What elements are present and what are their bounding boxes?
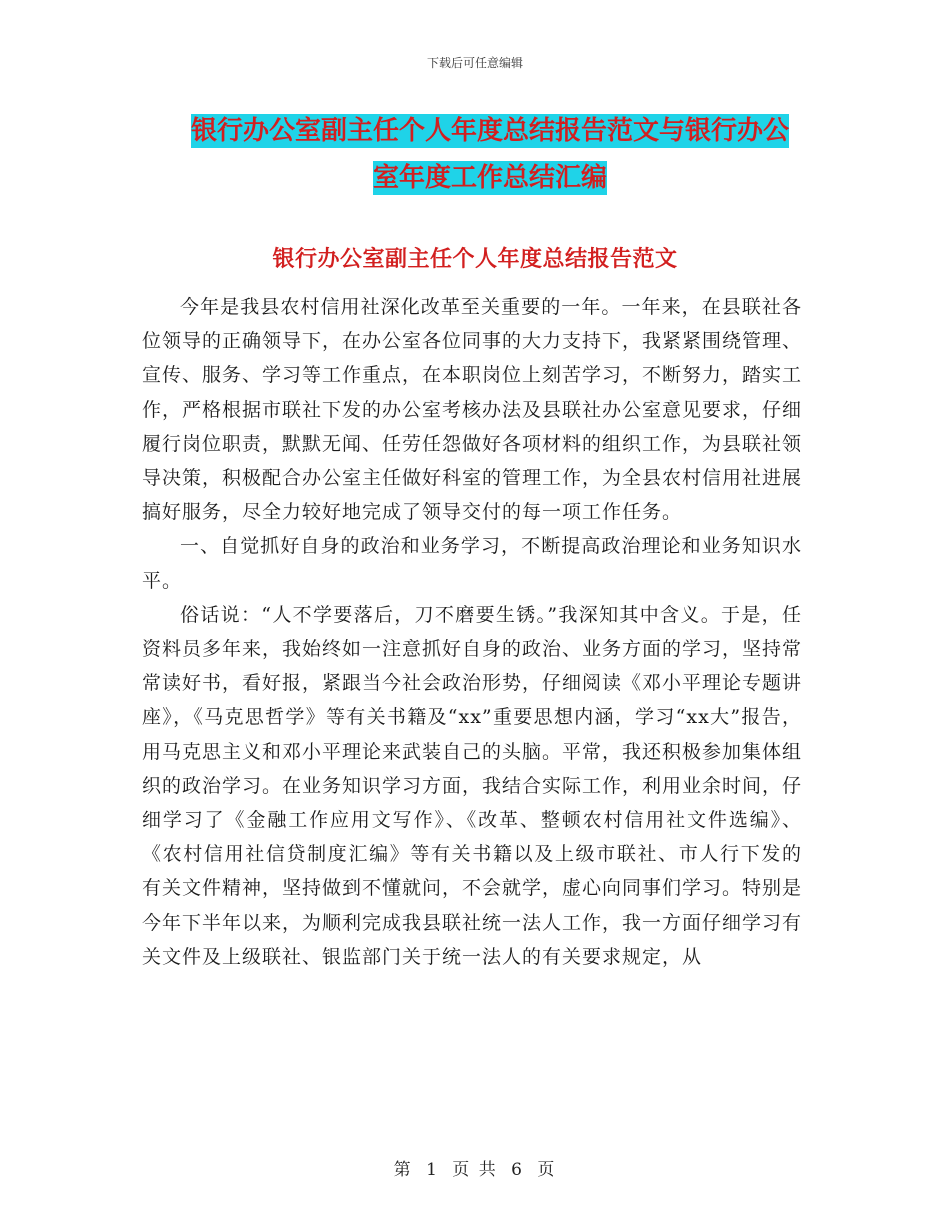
title-line-1: 银行办公室副主任个人年度总结报告范文与银行办公 xyxy=(190,116,789,146)
page-footer xyxy=(0,1155,950,1180)
footer-suffix: 页 xyxy=(537,1160,557,1180)
body-text xyxy=(142,290,802,974)
paragraph: 今年是我县农村信用社深化改革至关重要的一年。一年来，在县联社各位领导的正确领导下，在办公室各位同事的大力支持下，我紧紧围绕管理、宣传、服务、学习等工作重点，在本职岗位上刻苦学习，不断努力，踏实工作，严格根据市联社下发的办公室考核办法及县联社办公室意见要求，仔细履行岗位职责，默默无闻、任劳任怨做好各项材料的组织工作，为县联社领导决策，积极配合办公室主任做好科室的管理工作，为全县农村信用社进展搞好服务，尽全力较好地完成了领导交付的每一项工作任务。 xyxy=(142,296,803,524)
section-title: 银行办公室副主任个人年度总结报告范文 xyxy=(272,247,678,272)
footer-prefix: 第 xyxy=(393,1160,413,1180)
paragraph: 俗话说：“人不学要落后，刀不磨要生锈。”我深知其中含义。于是，任资料员多年来，我始终如一注意抓好自身的政治、业务方面的学习，坚持常常读好书，看好报，紧跟当今社会政治形势，仔细阅读《邓小平理论专题讲座》，《马克思哲学》等有关书籍及“xx”重要思想内涵，学习“xx大”报告，用马克思主义和邓小平理论来武装自己的头脑。平常，我还积极参加集体组织的政治学习。在业务知识学习方面，我结合实际工作，利用业余时间，仔细学习了《金融工作应用文写作》、《改革、整顿农村信用社文件选编》、《农村信用社信贷制度汇编》等有关书籍以及上级市联社、市人行下发的有关文件精神，坚持做到不懂就问，不会就学，虚心向同事们学习。特别是今年下半年以来，为顺利完成我县联社统一法人工作，我一方面仔细学习有关文件及上级联社、银监部门关于统一法人的有关要求规定，从 xyxy=(142,603,803,968)
paragraph: 一、自觉抓好自身的政治和业务学习，不断提高政治理论和业务知识水平。 xyxy=(142,535,802,592)
header-note: 下载后可任意编辑 xyxy=(426,56,523,70)
footer-middle: 页 共 xyxy=(452,1160,498,1180)
title-line-2: 室年度工作总结汇编 xyxy=(372,163,607,193)
document-title xyxy=(140,108,840,202)
footer-total-pages: 6 xyxy=(511,1160,524,1180)
footer-current-page: 1 xyxy=(426,1160,439,1180)
